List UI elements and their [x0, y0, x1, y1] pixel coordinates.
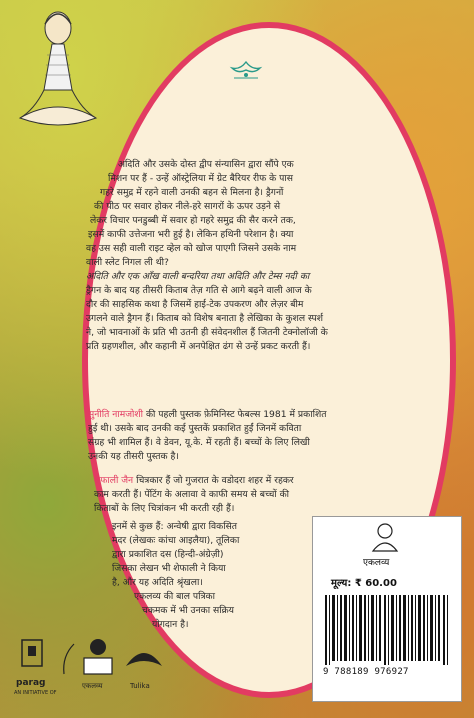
text-line: ने, जो भावनाओं के प्रति भी उतनी ही संवेदनशील हैं जितनी टेक्नोलॉजी के [86, 327, 328, 338]
text-line: लेकर विचार पनडुब्बी में सवार हो गहरे समुद्र की सैर करने तक, [90, 215, 296, 226]
text-line: दौर की साहसिक कथा है जिसमें हाई-टेक उपकरण और लेज़र बीम [86, 299, 304, 310]
text-line: योगदान है। [152, 619, 189, 630]
author-name: सुनीति नामजोशी [88, 409, 144, 420]
text-line: उगलने वाले ड्रैगन हैं। किताब को विशेष बनाता है लेखिका के कुशल स्पर्श [86, 313, 324, 324]
text-line: की पहली पुस्तक फ़ेमिनिस्ट फेबल्स 1981 में प्रकाशित [145, 409, 327, 420]
girl-illustration [14, 0, 104, 150]
illustrator-works [112, 520, 312, 632]
eklavya-logo-icon [365, 521, 405, 553]
text-line: द्वारा प्रकाशित दस (हिन्दी-अंग्रेज़ी) [112, 549, 224, 560]
price: मूल्य: ₹ 60.00 [331, 578, 397, 589]
text-line: चित्रकार हैं जो गुजरात के वडोदरा शहर में रहकर [136, 475, 294, 486]
author-bio [88, 408, 428, 464]
text-line: जिसका लेखन भी शेफाली ने किया [112, 563, 226, 574]
text-line: है, और यह अदिति श्रृंखला। [112, 577, 203, 588]
illustrator-bio [94, 474, 424, 516]
text-line: मिशन पर हैं - उन्हें ऑस्ट्रेलिया में ग्रेट बैरियर रीफ के पास [108, 173, 293, 184]
publisher-name: एकलव्य [363, 558, 390, 568]
text-line: वह उस सही वाली राइट व्हेल को खोज पाएगी जिसने उसके नाम [86, 243, 297, 254]
text-line: संग्रह भी शामिल हैं। वे डेवन, यू.के. में रहती हैं। बच्चों के लिए लिखी [88, 437, 310, 448]
text-line: प्रति ग्रहणशील, और कहानी में अनपेक्षित ढंग से उन्हें प्रकट करती हैं। [86, 341, 311, 352]
text-line: किताबों के लिए चित्रांकन भी करती रही हैं। [94, 503, 235, 514]
text-line: उनकी यह तीसरी पुस्तक है। [88, 451, 179, 462]
text-line: हुई थी। उसके बाद उनकी कई पुस्तकें प्रकाशित हुईं जिनमें कविता [88, 423, 302, 434]
series-paragraph [86, 270, 426, 354]
feather-pen-icon [58, 642, 78, 678]
text-line: ड्रैगन के बाद यह तीसरी किताब तेज़ गति से आगे बढ़ने वाली आज के [86, 285, 312, 296]
illustrator-name: शेफाली जैन [94, 475, 134, 486]
text-line: एकलव्य की बाल पत्रिका [134, 591, 215, 602]
parag-label: parag [16, 678, 46, 688]
synopsis-paragraph [86, 158, 430, 270]
text-line: इसमें काफी उत्तेजना भरी हुई है। लेकिन हथिनी परेशान है। क्या [88, 229, 294, 240]
series-titles: अदिति और एक आँख वाली बन्दरिया तथा अदिति और टेम्स नदी का [86, 271, 310, 282]
barcode [323, 595, 451, 665]
price-barcode-box [312, 516, 462, 702]
eklavya-label: एकलव्य [82, 682, 103, 690]
text-line: वाली स्लेट निगल ली थी? [86, 257, 169, 268]
text-line: अदिति और उसके दोस्त द्वीप संन्यासिन द्वारा सौंपे एक [118, 159, 294, 170]
bird-logo-icon [122, 636, 166, 676]
text-line: मदर (लेखकः कांचा आइलैया), तूलिका [112, 535, 240, 546]
text-line: चकमक में भी उनका सक्रिय [142, 605, 234, 616]
reading-child-icon [76, 636, 120, 680]
ornament-icon [228, 60, 264, 82]
text-line: की पीठ पर सवार होकर नीले-हरे सागरों के ऊपर उड़ने से [94, 201, 281, 212]
tulika-label: Tulika [130, 682, 150, 690]
isbn: 9 788189 976927 [323, 667, 409, 677]
text-line: गहरे समुद्र में रहने वाली उनकी बहन से मिलना है। ड्रैगनों [100, 187, 284, 198]
text-line: इनमें से कुछ हैं: अन्वेषी द्वारा विकसित [112, 521, 238, 532]
parag-logo-icon [18, 636, 50, 676]
parag-sub-label: AN INITIATIVE OF [14, 690, 57, 696]
text-line: काम करती हैं। पेंटिंग के अलावा वे काफी समय से बच्चों की [94, 489, 290, 500]
